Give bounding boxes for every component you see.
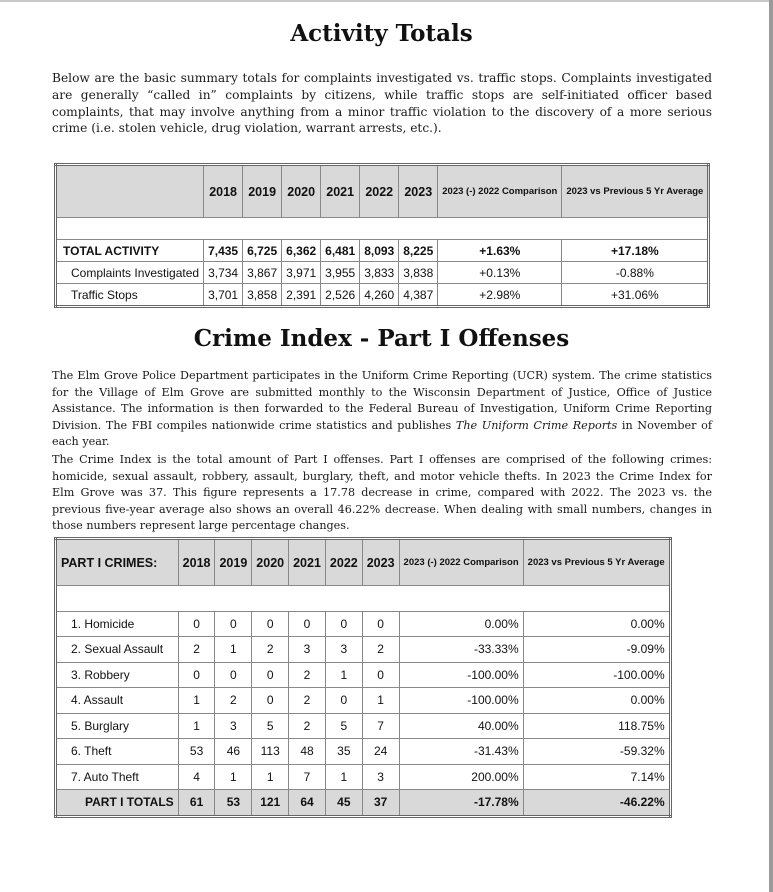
table-cell: 2 (178, 637, 215, 663)
table-cell: 2,391 (282, 284, 321, 307)
comparison-cell: +1.63% (438, 240, 562, 262)
activity-totals-title: Activity Totals (290, 20, 473, 47)
table-row (56, 284, 709, 307)
page-top-edge (0, 0, 773, 2)
comparison-cell: +2.98% (438, 284, 562, 307)
totals-cell: 64 (289, 790, 326, 817)
ucr-paragraph-text: The Elm Grove Police Department participates in the Uniform Crime Reporting (UCR) system. The crime statistics for the Village of Elm Grove are submitted monthly to the Wisconsin Department of Justice, Office of Justice Assistance. The information is then forwarded to the Federal Bureau of Investigation, Uniform Crime Reporting Division. The FBI compiles nationwide crime statistics and publishes (52, 369, 712, 432)
table-cell: 3,838 (399, 262, 438, 284)
table-cell: 0 (215, 662, 252, 688)
activity-year-header: 2019 (243, 165, 282, 218)
activity-year-header: 2023 (399, 165, 438, 218)
average-cell: -0.88% (562, 262, 709, 284)
table-cell: 6,362 (282, 240, 321, 262)
crime-average-header: 2023 vs Previous 5 Yr Average (523, 539, 670, 586)
crime-year-header: 2023 (362, 539, 399, 586)
average-cell: -100.00% (523, 662, 670, 688)
table-cell: 1 (362, 688, 399, 714)
totals-label: PART I TOTALS (56, 790, 179, 817)
row-label: TOTAL ACTIVITY (56, 240, 204, 262)
table-cell: 2 (289, 688, 326, 714)
table-cell: 6,725 (243, 240, 282, 262)
comparison-cell: -100.00% (399, 662, 523, 688)
page-right-edge (769, 0, 773, 892)
crime-year-header: 2018 (178, 539, 215, 586)
crime-comparison-header: 2023 (-) 2022 Comparison (399, 539, 523, 586)
table-cell: 8,093 (360, 240, 399, 262)
crime-index-paragraph: The Crime Index is the total amount of Part I offenses. Part I offenses are comprised of the following crimes: homicide, sexual assault, robbery, assault, burglary, theft, and motor vehicle thefts. In 2023 the Crime Index for Elm Grove was 37. This figure represents a 17.78 decrease in crime, compared with 2022. The 2023 vs. the previous five-year average also shows an overall 46.22% decrease. When dealing with small numbers, changes in those numbers represent large percentage changes. (52, 453, 712, 532)
table-cell: 0 (252, 688, 289, 714)
table-cell: 3 (289, 637, 326, 663)
table-row (56, 611, 671, 637)
average-cell: +31.06% (562, 284, 709, 307)
table-cell: 1 (215, 764, 252, 790)
activity-year-header: 2022 (360, 165, 399, 218)
table-cell: 3,955 (321, 262, 360, 284)
row-label: 4. Assault (56, 688, 179, 714)
table-cell: 5 (252, 713, 289, 739)
table-cell: 3,867 (243, 262, 282, 284)
row-label: 3. Robbery (56, 662, 179, 688)
comparison-cell: -33.33% (399, 637, 523, 663)
publication-title: The Uniform Crime Reports (455, 418, 618, 432)
totals-cell: 121 (252, 790, 289, 817)
table-row (56, 637, 671, 663)
table-cell: 2 (215, 688, 252, 714)
activity-comparison-header: 2023 (-) 2022 Comparison (438, 165, 562, 218)
table-cell: 7 (289, 764, 326, 790)
table-cell: 0 (362, 611, 399, 637)
table-cell: 3 (362, 764, 399, 790)
crime-year-header: 2021 (289, 539, 326, 586)
table-cell: 3 (325, 637, 362, 663)
table-cell: 53 (178, 739, 215, 765)
average-cell: 0.00% (523, 688, 670, 714)
row-label: Complaints Investigated (56, 262, 204, 284)
table-cell: 0 (362, 662, 399, 688)
part-one-label-header: PART I CRIMES: (56, 539, 179, 586)
ucr-paragraph-tail: in November of each year. (52, 418, 712, 448)
totals-cell: 37 (362, 790, 399, 817)
table-cell: 8,225 (399, 240, 438, 262)
average-cell: -59.32% (523, 739, 670, 765)
crime-year-header: 2020 (252, 539, 289, 586)
table-cell: 3,701 (204, 284, 243, 307)
table-cell: 2 (362, 637, 399, 663)
table-cell: 7,435 (204, 240, 243, 262)
table-row (56, 688, 671, 714)
table-cell: 1 (252, 764, 289, 790)
table-row (56, 739, 671, 765)
average-cell: 0.00% (523, 611, 670, 637)
table-cell: 1 (325, 662, 362, 688)
average-cell: +17.18% (562, 240, 709, 262)
table-cell: 46 (215, 739, 252, 765)
totals-cell: 61 (178, 790, 215, 817)
table-cell: 0 (289, 611, 326, 637)
ucr-paragraph (52, 368, 712, 451)
table-cell: 6,481 (321, 240, 360, 262)
table-cell: 3,858 (243, 284, 282, 307)
row-label: 5. Burglary (56, 713, 179, 739)
average-cell: -9.09% (523, 637, 670, 663)
comparison-cell: 0.00% (399, 611, 523, 637)
table-cell: 3 (215, 713, 252, 739)
table-cell: 0 (178, 662, 215, 688)
table-cell: 4,260 (360, 284, 399, 307)
table-cell: 48 (289, 739, 326, 765)
crime-year-header: 2019 (215, 539, 252, 586)
activity-intro-paragraph: Below are the basic summary totals for complaints investigated vs. traffic stops. Complaints investigated are generally “called in” complaints by citizens, while traffic stops are self-initiated officer based complaints, that may involve anything from a minor traffic violation to the discovery of a more serious crime (i.e. stolen vehicle, drug violation, warrant arrests, etc.). (52, 71, 712, 136)
table-cell: 1 (325, 764, 362, 790)
table-cell: 4,387 (399, 284, 438, 307)
table-row (56, 713, 671, 739)
crime-year-header: 2022 (325, 539, 362, 586)
activity-year-header: 2018 (204, 165, 243, 218)
activity-year-header: 2021 (321, 165, 360, 218)
totals-cell: 45 (325, 790, 362, 817)
table-cell: 3,971 (282, 262, 321, 284)
table-cell: 35 (325, 739, 362, 765)
table-cell: 0 (325, 611, 362, 637)
table-cell: 5 (325, 713, 362, 739)
row-label: 6. Theft (56, 739, 179, 765)
table-row (56, 262, 709, 284)
part-one-crimes-table (54, 537, 672, 818)
table-cell: 7 (362, 713, 399, 739)
activity-average-header: 2023 vs Previous 5 Yr Average (562, 165, 709, 218)
activity-year-header: 2020 (282, 165, 321, 218)
row-label: 7. Auto Theft (56, 764, 179, 790)
row-label: 1. Homicide (56, 611, 179, 637)
comparison-cell: -31.43% (399, 739, 523, 765)
average-cell: 118.75% (523, 713, 670, 739)
activity-totals-table (54, 163, 710, 308)
comparison-cell: 40.00% (399, 713, 523, 739)
table-cell: 0 (325, 688, 362, 714)
table-cell: 3,833 (360, 262, 399, 284)
activity-header-blank (56, 165, 204, 218)
table-cell: 0 (252, 611, 289, 637)
totals-row (56, 790, 671, 817)
crime-index-title: Crime Index - Part I Offenses (193, 325, 570, 352)
row-label: 2. Sexual Assault (56, 637, 179, 663)
totals-cell: 53 (215, 790, 252, 817)
table-cell: 0 (252, 662, 289, 688)
row-label: Traffic Stops (56, 284, 204, 307)
table-cell: 0 (178, 611, 215, 637)
table-cell: 3,734 (204, 262, 243, 284)
table-cell: 1 (178, 713, 215, 739)
comparison-cell: +0.13% (438, 262, 562, 284)
average-cell: 7.14% (523, 764, 670, 790)
totals-average-cell: -46.22% (523, 790, 670, 817)
table-row (56, 240, 709, 262)
table-cell: 113 (252, 739, 289, 765)
table-row (56, 662, 671, 688)
table-cell: 2 (289, 713, 326, 739)
comparison-cell: 200.00% (399, 764, 523, 790)
table-cell: 0 (215, 611, 252, 637)
table-cell: 2 (289, 662, 326, 688)
table-row (56, 764, 671, 790)
table-cell: 1 (178, 688, 215, 714)
table-cell: 4 (178, 764, 215, 790)
table-cell: 2 (252, 637, 289, 663)
table-cell: 24 (362, 739, 399, 765)
table-cell: 2,526 (321, 284, 360, 307)
table-cell: 1 (215, 637, 252, 663)
totals-comparison-cell: -17.78% (399, 790, 523, 817)
comparison-cell: -100.00% (399, 688, 523, 714)
